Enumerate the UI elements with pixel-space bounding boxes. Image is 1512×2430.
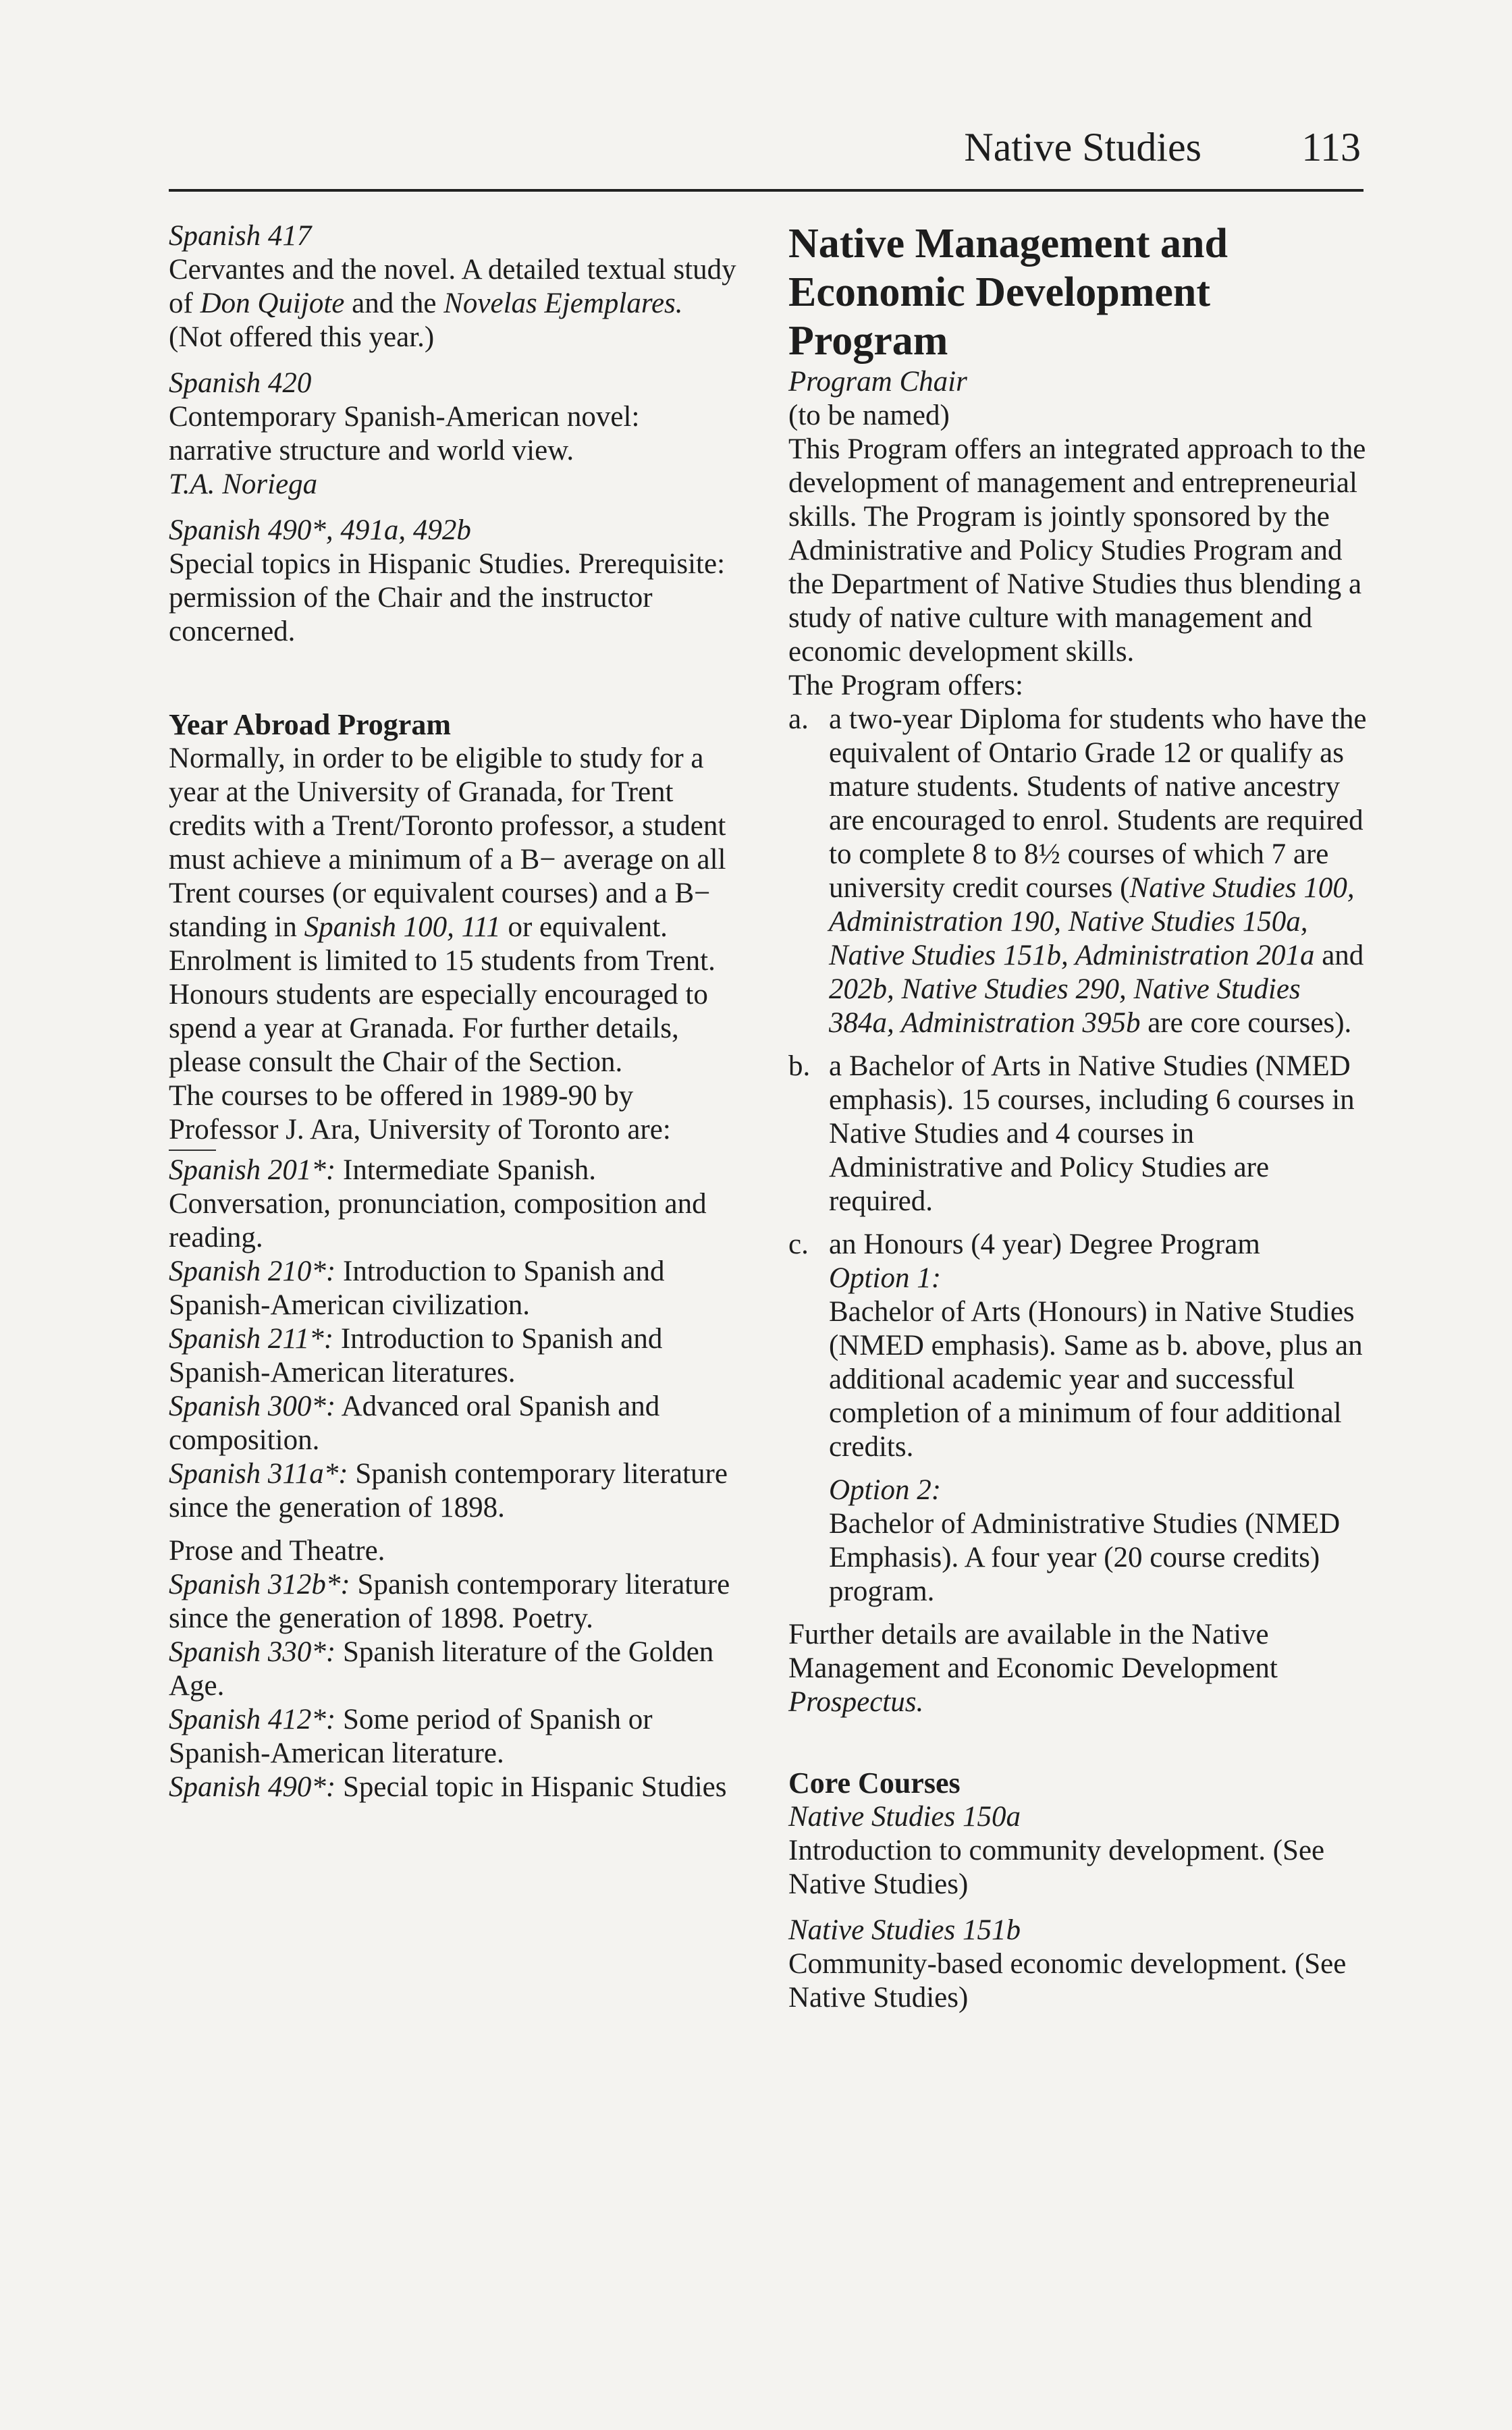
list-item: b. a Bachelor of Arts in Native Studies (NMED emphasis). 15 courses, including 6 courses in Native Studies and 4 courses in Administrative and Policy Studies are required. bbox=[788, 1050, 1355, 1217]
option-text: Bachelor of Arts (Honours) in Native Studies (NMED emphasis). Same as b. above, plus an additional academic year and successful completion of a minimum of four additional credits. bbox=[829, 1296, 1363, 1463]
year-abroad-paragraph: Normally, in order to be eligible to study for a year at the University of Granada, for Trent credits with a Trent/Toronto professor, a student must achieve a minimum of a B− average on all Trent courses (or equivalent courses) and a B− standing in Spanish 100, 111 or equivalent. Enrolment is limited to 15 students from Trent. Honours students are especially encouraged to spend a year at Granada. For further details, please consult the Chair of the Section. bbox=[169, 742, 726, 1078]
program-chair-label: Program Chair bbox=[788, 366, 967, 398]
course-description: Introduction to community development. (See Native Studies) bbox=[788, 1835, 1325, 1900]
list-item: Prose and Theatre. bbox=[169, 1535, 385, 1567]
course-code: Spanish 490*, 491a, 492b bbox=[169, 514, 471, 546]
list-item: Spanish 211*: Introduction to Spanish and Spanish-American literatures. bbox=[169, 1323, 663, 1388]
year-abroad-course-list bbox=[169, 1154, 742, 1804]
divider bbox=[169, 1150, 216, 1151]
list-item: a. a two-year Diploma for students who have the equivalent of Ontario Grade 12 or qualify as mature students. Students of native ancestry are encouraged to enrol. Students are required to complete 8 to 8½ courses of which 7 are university credit courses (Native Studies 100, Administration 190, Native Studies 150a, Native Studies 151b, Administration 201a and 202b, Native Studies 290, Native Studies 384a, Administration 395b are core courses). bbox=[788, 703, 1367, 1039]
further-details: Further details are available in the Native Management and Economic Development Prospectus. bbox=[788, 1619, 1278, 1718]
course-entry bbox=[169, 367, 742, 502]
list-item: Spanish 201*: Intermediate Spanish. Conversation, pronunciation, composition and reading. bbox=[169, 1154, 707, 1253]
list-item: c. an Honours (4 year) Degree Program Option 1: Bachelor of Arts (Honours) in Native Studies (NMED emphasis). Same as b. above, plus an additional academic year and successful completion of a minimum of four additional credits. Option 2: Bachelor of Administrative Studies (NMED Emphasis). A four year (20 course credits) program. bbox=[788, 1228, 1369, 1609]
year-abroad-heading: Year Abroad Program bbox=[169, 708, 451, 741]
right-column bbox=[788, 219, 1369, 2027]
course-entry bbox=[788, 1800, 1369, 1901]
list-item: Spanish 412*: Some period of Spanish or Spanish-American literature. bbox=[169, 1704, 653, 1769]
option-label: Option 2: bbox=[829, 1474, 942, 1506]
course-entry bbox=[788, 1914, 1369, 2015]
list-item: Spanish 312b*: Spanish contemporary literature since the generation of 1898. Poetry. bbox=[169, 1569, 730, 1634]
running-header bbox=[169, 122, 1364, 192]
course-code: Native Studies 151b bbox=[788, 1914, 1021, 1946]
option-text: Bachelor of Administrative Studies (NMED Emphasis). A four year (20 course credits) program. bbox=[829, 1508, 1341, 1607]
list-item: Spanish 311a*: Spanish contemporary literature since the generation of 1898. bbox=[169, 1458, 728, 1523]
program-title: Native Management and Economic Development Program bbox=[788, 221, 1228, 364]
course-instructor: T.A. Noriega bbox=[169, 468, 318, 500]
list-item: Spanish 330*: Spanish literature of the Golden Age. bbox=[169, 1636, 714, 1702]
course-description: Contemporary Spanish-American novel: narrative structure and world view. bbox=[169, 401, 640, 466]
year-abroad-courses-intro: The courses to be offered in 1989-90 by Professor J. Ara, University of Toronto are: bbox=[169, 1080, 671, 1145]
option-label: Option 1: bbox=[829, 1262, 942, 1294]
course-description: Special topics in Hispanic Studies. Prerequisite: permission of the Chair and the instructor concerned. bbox=[169, 548, 726, 647]
course-entry bbox=[169, 514, 742, 649]
list-item: Spanish 300*: Advanced oral Spanish and composition. bbox=[169, 1390, 660, 1456]
course-description: Community-based economic development. (See Native Studies) bbox=[788, 1948, 1347, 2014]
left-column bbox=[169, 219, 742, 1804]
list-item: Spanish 210*: Introduction to Spanish and Spanish-American civilization. bbox=[169, 1256, 665, 1321]
course-entry bbox=[169, 219, 742, 354]
course-code: Native Studies 150a bbox=[788, 1801, 1021, 1833]
program-intro: This Program offers an integrated approach to the development of management and entrepreneurial skills. The Program is jointly sponsored by the Administrative and Policy Studies Program and the Department of Native Studies thus blending a study of native culture with management and economic development skills. bbox=[788, 433, 1366, 668]
page-number: 113 bbox=[1301, 125, 1361, 169]
course-code: Spanish 420 bbox=[169, 367, 312, 399]
list-item: Spanish 490*: Special topic in Hispanic Studies bbox=[169, 1771, 727, 1803]
program-offers-list bbox=[788, 703, 1369, 1609]
course-description: Cervantes and the novel. A detailed textual study of Don Quijote and the Novelas Ejemplares. (Not offered this year.) bbox=[169, 254, 736, 353]
core-courses-heading: Core Courses bbox=[788, 1766, 961, 1800]
program-chair-value: (to be named) bbox=[788, 400, 950, 431]
running-header-section: Native Studies bbox=[964, 125, 1202, 169]
course-code: Spanish 417 bbox=[169, 220, 312, 252]
program-offers-label: The Program offers: bbox=[788, 670, 1023, 701]
